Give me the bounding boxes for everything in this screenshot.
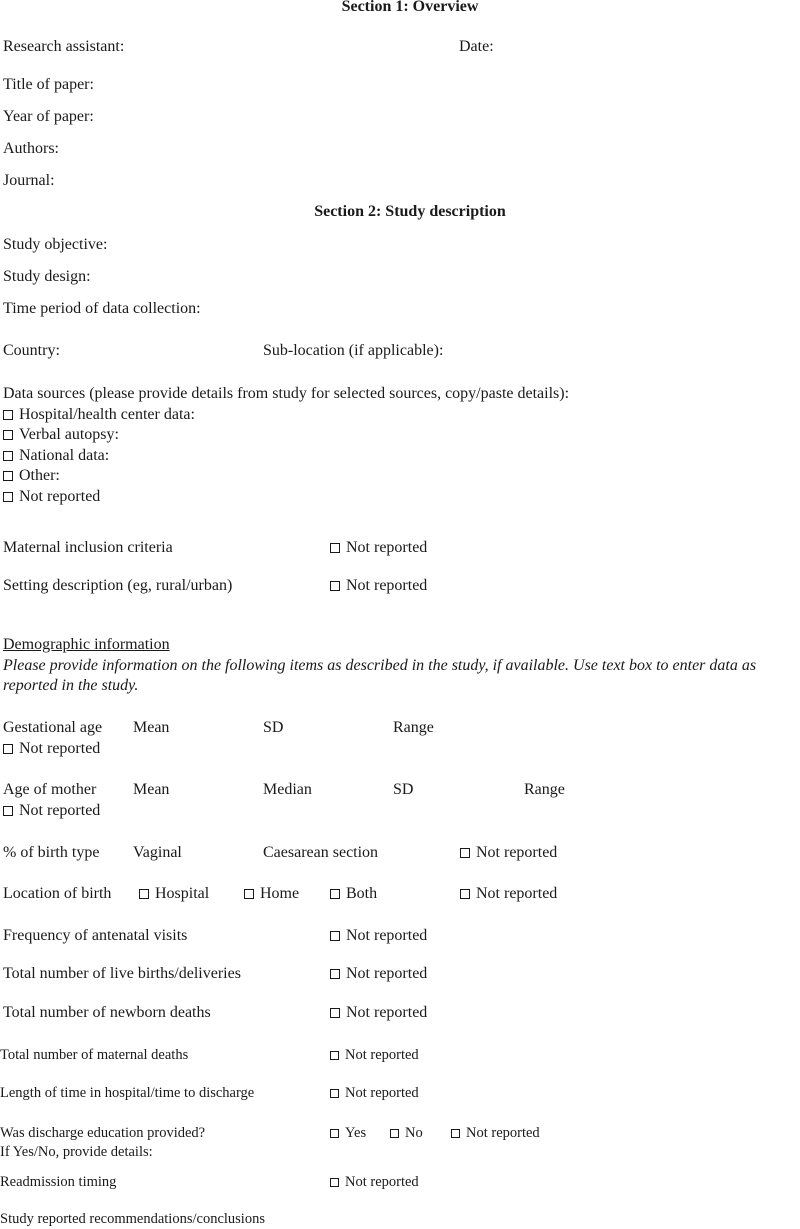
checkbox-icon[interactable] [3,744,13,754]
study-objective-label: Study objective: [3,236,108,253]
date-label: Date: [459,38,494,55]
if-yes-no-label: If Yes/No, provide details: [0,1144,153,1160]
location-of-birth-label: Location of birth [3,885,112,902]
not-reported-checkbox[interactable]: Not reported [330,1173,419,1191]
not-reported-checkbox[interactable]: Not reported [330,1046,419,1064]
checkbox-icon[interactable] [3,471,13,481]
maternal-inclusion-label: Maternal inclusion criteria [3,539,173,556]
data-source-option[interactable]: Hospital/health center data: [3,405,195,425]
data-source-option[interactable]: Verbal autopsy: [3,425,119,445]
not-reported-checkbox[interactable]: Not reported [460,884,557,904]
birth-type-caesarean: Caesarean section [263,844,379,861]
length-of-time-label: Length of time in hospital/time to discharge [0,1085,255,1101]
no-checkbox[interactable]: No [390,1124,423,1142]
demographic-instructions: Please provide information on the following items as described in the study, if available. Use text box to enter data as reported in the study. [3,657,757,694]
not-reported-checkbox[interactable]: Not reported [330,1003,427,1023]
recommendations-label: Study reported recommendations/conclusions [0,1211,265,1227]
yes-checkbox[interactable]: Yes [330,1124,366,1142]
journal-label: Journal: [3,172,55,189]
research-assistant-label: Research assistant: [3,38,125,55]
not-reported-checkbox[interactable]: Not reported [460,843,557,863]
checkbox-icon[interactable] [3,430,13,440]
authors-label: Authors: [3,140,59,157]
age-of-mother-mean: Mean [133,781,170,798]
checkbox-icon[interactable] [330,969,340,979]
not-reported-checkbox[interactable]: Not reported [330,964,427,984]
setting-description-label: Setting description (eg, rural/urban) [3,577,233,594]
checkbox-icon[interactable] [139,889,149,899]
checkbox-icon[interactable] [330,1129,339,1138]
checkbox-icon[interactable] [390,1129,399,1138]
not-reported-checkbox[interactable]: Not reported [330,538,427,558]
checkbox-icon[interactable] [330,1089,339,1098]
data-source-option[interactable]: Not reported [3,487,100,507]
year-of-paper-label: Year of paper: [3,108,94,125]
data-source-option[interactable]: National data: [3,446,109,466]
gestational-age-range: Range [393,719,434,736]
birth-type-vaginal: Vaginal [133,844,182,861]
home-checkbox[interactable]: Home [244,884,299,904]
antenatal-visits-label: Frequency of antenatal visits [3,927,188,944]
demographic-heading: Demographic information [3,636,170,653]
section-2-title: Section 2: Study description [314,203,506,220]
checkbox-icon[interactable] [3,410,13,420]
discharge-education-label: Was discharge education provided? [0,1125,206,1141]
time-period-label: Time period of data collection: [3,300,201,317]
age-of-mother-label: Age of mother [3,781,97,798]
checkbox-icon[interactable] [330,543,340,553]
not-reported-checkbox[interactable]: Not reported [330,926,427,946]
age-of-mother-sd: SD [393,781,414,798]
checkbox-icon[interactable] [330,1008,340,1018]
checkbox-icon[interactable] [3,451,13,461]
checkbox-icon[interactable] [451,1129,460,1138]
sub-location-label: Sub-location (if applicable): [263,342,444,359]
readmission-label: Readmission timing [0,1174,117,1190]
age-of-mother-range: Range [524,781,565,798]
live-births-label: Total number of live births/deliveries [3,965,241,982]
not-reported-checkbox[interactable]: Not reported [3,739,100,759]
not-reported-checkbox[interactable]: Not reported [3,801,100,821]
not-reported-checkbox[interactable]: Not reported [330,1084,419,1102]
not-reported-checkbox[interactable]: Not reported [330,576,427,596]
maternal-deaths-label: Total number of maternal deaths [0,1047,189,1063]
section-1-title: Section 1: Overview [341,0,479,15]
study-design-label: Study design: [3,268,91,285]
age-of-mother-median: Median [263,781,312,798]
title-of-paper-label: Title of paper: [3,76,94,93]
gestational-age-label: Gestational age [3,719,103,736]
hospital-checkbox[interactable]: Hospital [139,884,209,904]
checkbox-icon[interactable] [330,1178,339,1187]
birth-type-label: % of birth type [3,844,100,861]
data-sources-label: Data sources (please provide details from study for selected sources, copy/paste details): [3,385,570,402]
newborn-deaths-label: Total number of newborn deaths [3,1004,211,1021]
checkbox-icon[interactable] [330,889,340,899]
data-source-option[interactable]: Other: [3,466,60,486]
checkbox-icon[interactable] [460,848,470,858]
checkbox-icon[interactable] [460,889,470,899]
gestational-age-sd: SD [263,719,284,736]
checkbox-icon[interactable] [330,931,340,941]
both-checkbox[interactable]: Both [330,884,377,904]
checkbox-icon[interactable] [330,581,340,591]
checkbox-icon[interactable] [3,492,13,502]
country-label: Country: [3,342,60,359]
checkbox-icon[interactable] [3,806,13,816]
not-reported-checkbox[interactable]: Not reported [451,1124,540,1142]
checkbox-icon[interactable] [244,889,254,899]
checkbox-icon[interactable] [330,1051,339,1060]
gestational-age-mean: Mean [133,719,170,736]
